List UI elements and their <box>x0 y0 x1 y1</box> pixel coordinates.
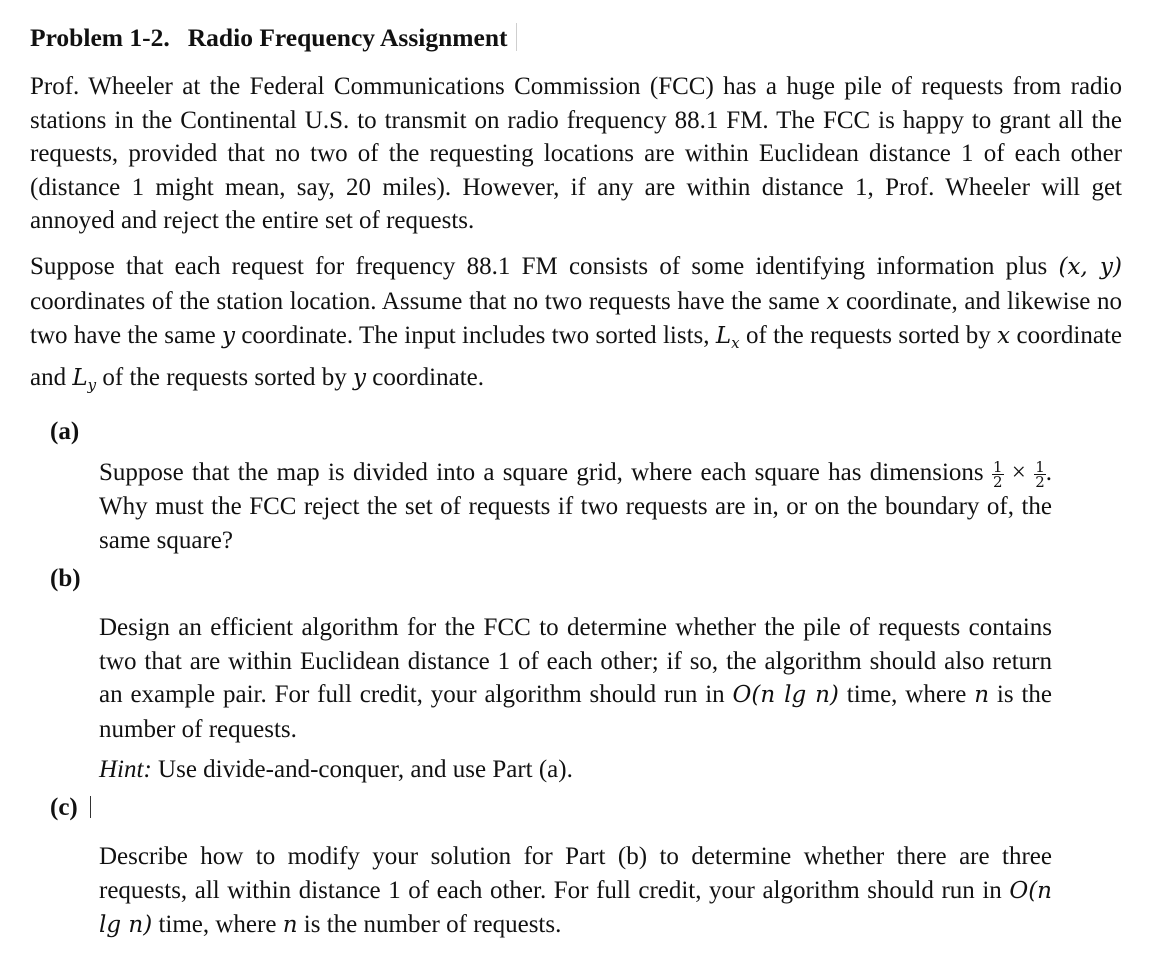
math-big-o: O(n lg n) <box>732 682 839 709</box>
part-c <box>30 794 1122 943</box>
problem-title <box>30 18 1122 58</box>
math-lx: $L_x$ <box>715 323 740 353</box>
part-a <box>30 418 1122 557</box>
math-big-o: O(n lg n) <box>99 877 1052 939</box>
part-c-body: Describe how to modify your solution for Part (b) to determine whether there are three requests, all within distance 1 of each other. For full credit, your algorithm should run in O(n lg n) time, where n is the number of requests. <box>99 843 1052 939</box>
input-description-paragraph: Suppose that each request for frequency 88.1 FM consists of some identifying information plus (x, y) coordinates of the station location. Assume that no two requests have the same x coordinate, and likewise no two have the same y coordinate. The input includes two sorted lists, $L_x$ of the requests sorted by x coordinate and $L_y$ of the requests sorted by y coordinate. <box>30 252 1122 394</box>
part-b-label: (b) <box>50 565 81 593</box>
fraction-one-half: $\frac{1}{2}$ <box>992 458 1003 492</box>
times-sign: × <box>1003 459 1035 487</box>
math-x: x <box>826 288 840 315</box>
math-ly: $L_y$ <box>72 364 97 394</box>
fraction-one-half: $\frac{1}{2}$ <box>1035 458 1045 492</box>
problem-number: Problem 1-2. <box>30 23 170 52</box>
math-y: y <box>353 364 367 391</box>
problem-page <box>30 18 1122 943</box>
math-x: x <box>997 323 1011 350</box>
part-a-body: Suppose that the map is divided into a square grid, where each square has dimensions $\frac{1}{2}$ × $\frac{1}{2}$ . Why must the FCC reject the set of requests if two requests are in, or on the boundary of, the same square? <box>99 458 1052 554</box>
math-n: n <box>282 912 298 939</box>
hint-label: Hint: <box>99 755 152 783</box>
part-b <box>30 565 1122 786</box>
part-c-label: (c) <box>50 791 91 824</box>
text-cursor <box>90 796 92 818</box>
part-a-label: (a) <box>50 418 80 446</box>
math-xy: (x, y) <box>1058 253 1122 280</box>
math-y: y <box>222 323 236 350</box>
intro-paragraph: Prof. Wheeler at the Federal Communications Commission (FCC) has a huge pile of requests from radio stations in the Continental U.S. to transmit on radio frequency 88.1 FM. The FCC is happy to grant all the requests, provided that no two of the requesting locations are within Euclidean distance 1 of each other (distance 1 might mean, say, 20 miles). However, if any are within distance 1, Prof. Wheeler will get annoyed and reject the entire set of requests. <box>30 73 1122 235</box>
part-b-hint: Hint: Use divide-and-conquer, and use Part (a). <box>99 755 573 783</box>
math-n: n <box>974 682 990 709</box>
problem-name: Radio Frequency Assignment <box>187 23 508 52</box>
part-b-body: Design an efficient algorithm for the FCC to determine whether the pile of requests contains two that are within Euclidean distance 1 of each other; if so, the algorithm should also return an example pair. For full credit, your algorithm should run in O(n lg n) time, where n is the number of requests. <box>99 614 1052 743</box>
text-cursor <box>516 23 517 51</box>
